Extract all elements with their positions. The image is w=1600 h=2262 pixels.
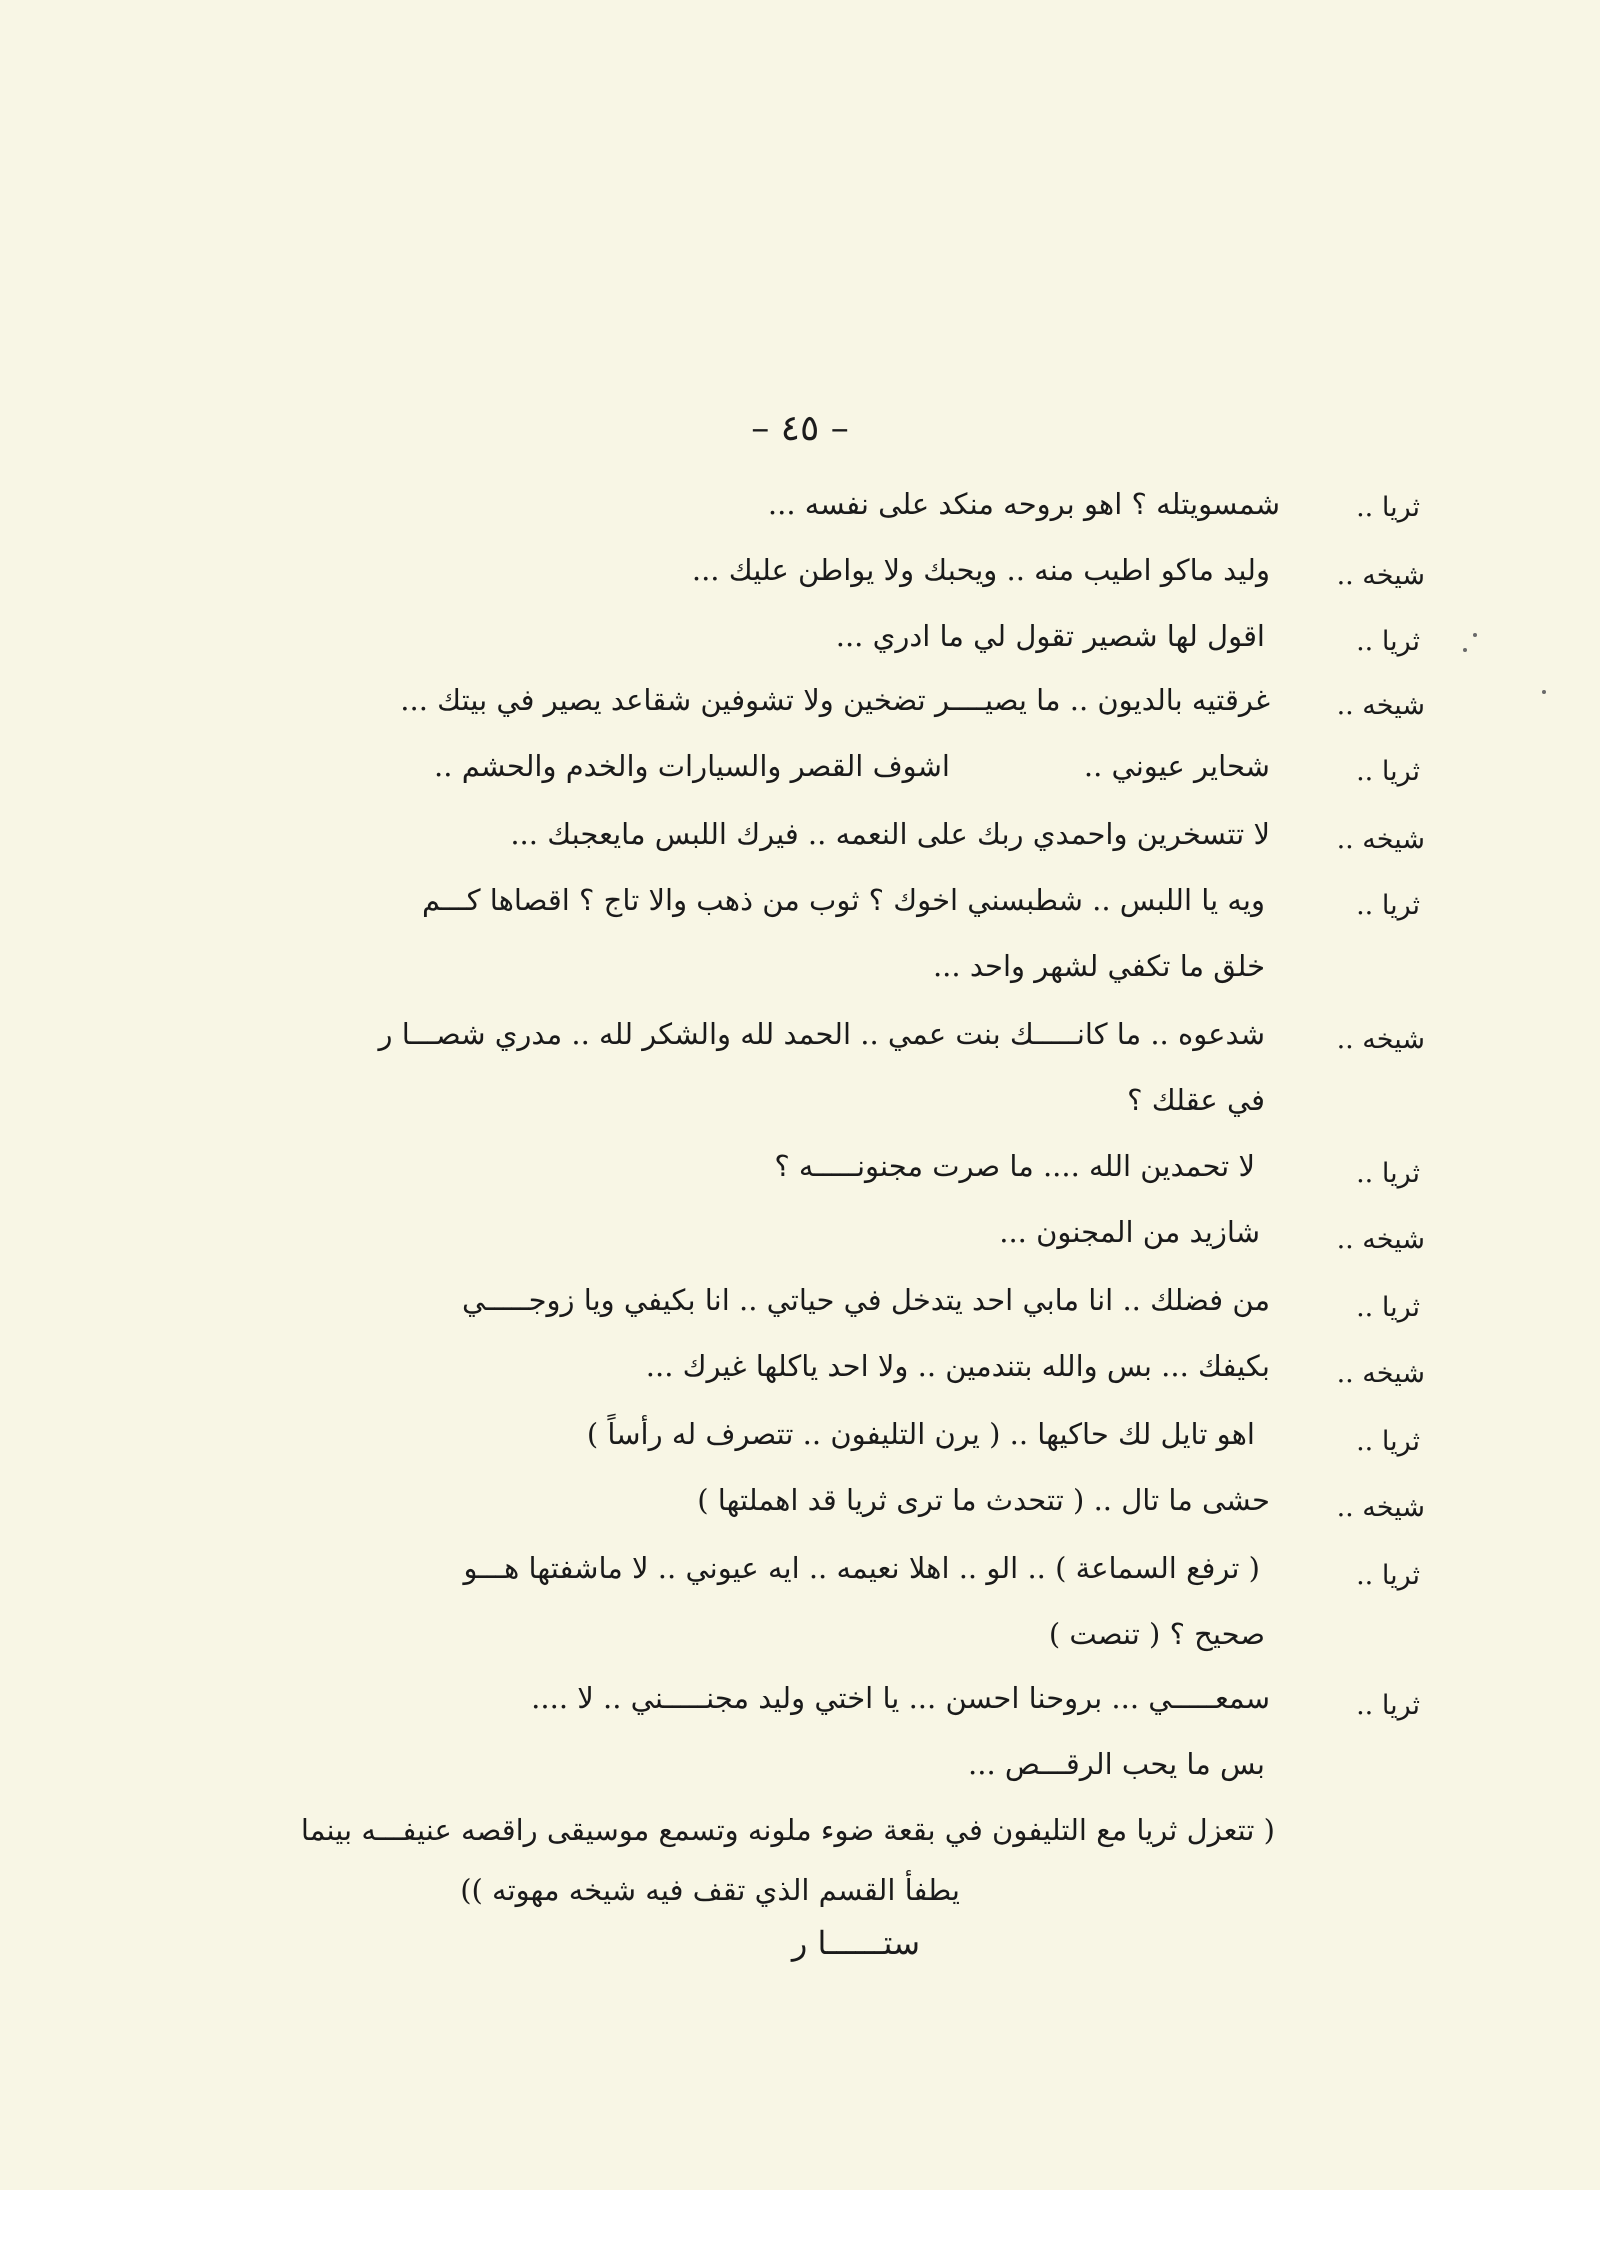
speech-line: شدعوه .. ما كانـــــك بنت عمي .. الحمد لله والشكر لله .. مدري شصـــا ر [378, 1017, 1265, 1051]
speech-line: غرقتيه بالديون .. ما يصيــــر تضخين ولا تشوفين شقاعد يصير في بيتك ... [400, 683, 1270, 717]
speaker-label: شيخه .. [1336, 1358, 1425, 1389]
stage-direction-line: ( تتعزل ثريا مع التليفون في بقعة ضوء ملونه وتسمع موسيقى راقصه عنيفـــه بينما [300, 1813, 1275, 1847]
speaker-label: ثريا .. [1356, 1292, 1420, 1323]
speaker-label: ثريا .. [1356, 1690, 1420, 1721]
scan-speck [1473, 633, 1477, 637]
speaker-label: ثريا .. [1356, 492, 1420, 523]
speech-line: شمسويتله ؟ اهو بروحه منكد على نفسه ... [767, 487, 1280, 521]
page-number: – ٤٥ – [751, 408, 849, 449]
speech-line: من فضلك .. انا مابي احد يتدخل في حياتي .. انا بكيفي ويا زوجـــــي [461, 1283, 1270, 1317]
speaker-label: شيخه .. [1336, 690, 1425, 721]
scan-speck [1542, 690, 1546, 694]
curtain-label: ستــــــا ر [791, 1924, 920, 1962]
speech-continuation: في عقلك ؟ [1127, 1083, 1265, 1117]
speaker-label: شيخه .. [1336, 1224, 1425, 1255]
speech-line: اقول لها شصير تقول لي ما ادري ... [835, 619, 1265, 653]
speech-line: بكيفك ... بس والله بتندمين .. ولا احد ياكلها غيرك ... [645, 1349, 1270, 1383]
speech-continuation: بس ما يحب الرقـــص ... [968, 1747, 1265, 1781]
speaker-label: ثريا .. [1356, 1560, 1420, 1591]
speech-line: حشى ما تال .. ( تتحدث ما ترى ثريا قد اهملتها ) [697, 1483, 1270, 1517]
speaker-label: ثريا .. [1356, 756, 1420, 787]
speaker-label: شيخه .. [1336, 1024, 1425, 1055]
speaker-label: ثريا .. [1356, 890, 1420, 921]
stage-direction-line: يطفأ القسم الذي تقف فيه شيخه مهوته )) [460, 1873, 960, 1907]
speaker-label: شيخه .. [1336, 824, 1425, 855]
speech-line: اشوف القصر والسيارات والخدم والحشم .. [434, 749, 950, 783]
speaker-label: ثريا .. [1356, 1158, 1420, 1189]
speech-line: شحاير عيوني .. [1083, 749, 1270, 783]
speech-line: وليد ماكو اطيب منه .. ويحبك ولا يواطن عليك ... [691, 553, 1270, 587]
speech-line: لا تتسخرين واحمدي ربك على النعمه .. فيرك اللبس مايعجبك ... [510, 817, 1270, 851]
speaker-label: شيخه .. [1336, 1492, 1425, 1523]
speaker-label: ثريا .. [1356, 626, 1420, 657]
speech-line: شازيد من المجنون ... [999, 1215, 1260, 1249]
speech-continuation: خلق ما تكفي لشهر واحد ... [932, 949, 1265, 983]
speech-line: ويه يا اللبس .. شطبسني اخوك ؟ ثوب من ذهب والا تاج ؟ اقصاها كـــم [421, 883, 1265, 917]
speech-line: اهو تايل لك حاكيها .. ( يرن التليفون .. تتصرف له رأساً ) [586, 1417, 1255, 1451]
speaker-label: شيخه .. [1336, 560, 1425, 591]
speech-continuation: صحيح ؟ ( تنصت ) [1048, 1617, 1265, 1651]
speech-line: سمعـــــي ... بروحنا احسن ... يا اختي وليد مجنـــــني .. لا .... [531, 1681, 1270, 1715]
speech-line: لا تحمدين الله .... ما صرت مجنونـــــه ؟ [774, 1149, 1255, 1183]
scan-speck [1463, 648, 1467, 652]
speaker-label: ثريا .. [1356, 1426, 1420, 1457]
speech-line: ( ترفع السماعة ) .. الو .. اهلا نعيمه .. ايه عيوني .. لا ماشفتها هـــو [463, 1551, 1260, 1585]
